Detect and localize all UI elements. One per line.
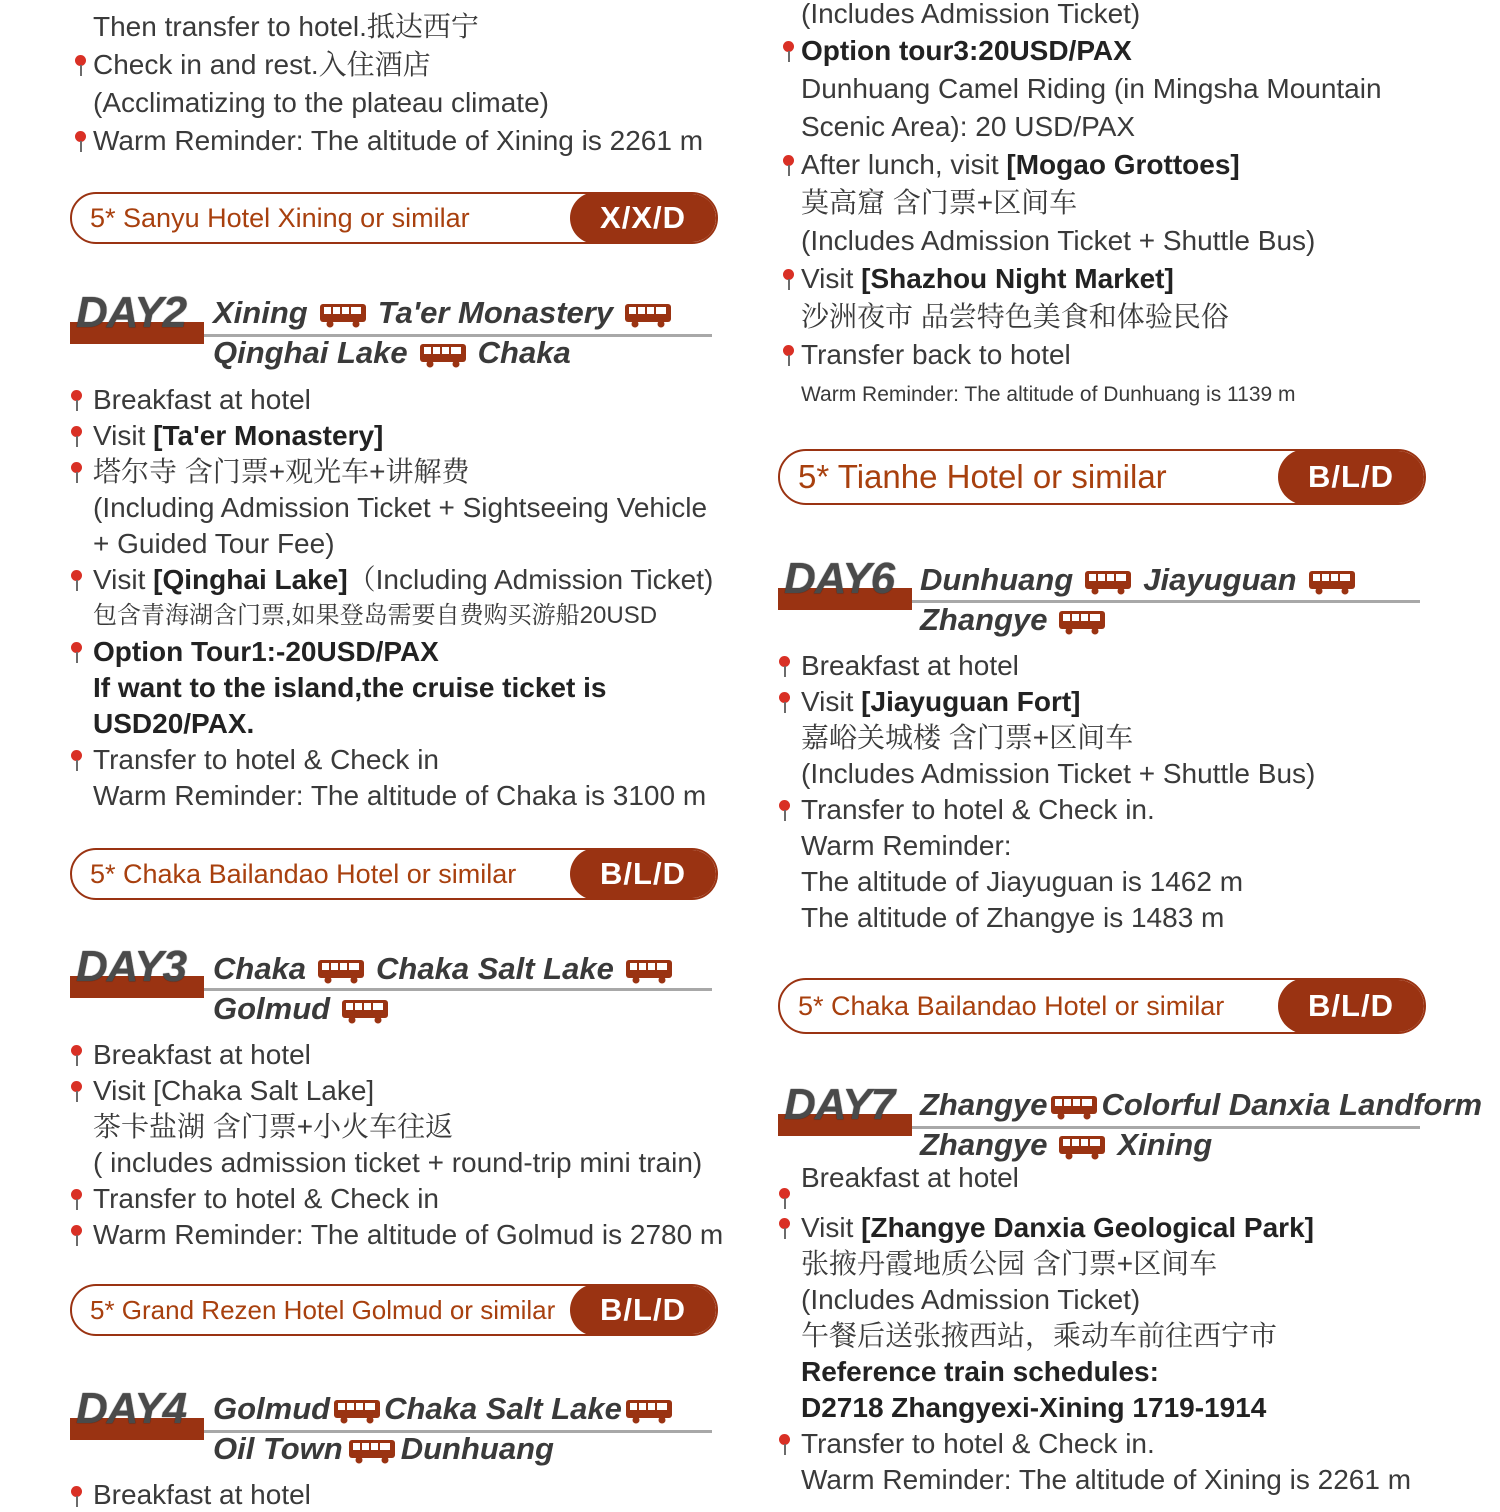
option-tour: Option tour3:20USD/PAX [801,35,1132,66]
location-pin-icon [70,750,84,772]
option-tour: Option Tour1:-20USD/PAX [93,636,439,667]
itinerary-line: Transfer to hotel & Check in [93,1183,440,1214]
itinerary-line: (Includes Admission Ticket) [801,1284,1141,1315]
route-line [920,601,1117,639]
attraction-name: [Qinghai Lake] [153,564,348,595]
warm-reminder: The altitude of Jiayuguan is 1462 m [801,866,1244,897]
bus-icon [318,302,368,328]
itinerary-line: 沙洲夜市 品尝特色美食和体验民俗 [801,301,1229,332]
bus-icon [1057,1134,1107,1160]
route-line [213,1390,676,1428]
itinerary-line: ( includes admission ticket + round-trip mini train) [93,1147,703,1178]
bus-icon [624,958,674,984]
visit-text: Visit [93,420,154,451]
bus-icon [623,302,673,328]
route-stop: Ta'er Monastery [377,295,614,330]
location-pin-icon [778,800,792,822]
itinerary-line [801,262,1174,296]
route-line [920,561,1367,599]
warm-reminder: Warm Reminder: The altitude of Xining is 2261 m [801,1464,1412,1495]
day-label: DAY7 [784,1080,895,1129]
location-pin-icon [70,570,84,592]
itinerary-line [93,419,383,453]
itinerary-line [801,1211,1314,1245]
attraction-name: [Jiayuguan Fort] [861,686,1081,717]
route-line [213,334,571,372]
route-stop: Golmud [213,991,331,1026]
day-label: DAY4 [76,1384,187,1433]
bus-icon [1307,569,1357,595]
location-pin-icon [70,390,84,412]
visit-text: Visit [93,564,154,595]
itinerary-line [801,148,1240,182]
hotel-name: 5* Grand Rezen Hotel Golmud or similar [90,1295,556,1325]
bus-icon [340,998,390,1024]
day-label: DAY6 [784,554,895,603]
option-tour-note: If want to the island,the cruise ticket is [93,672,607,703]
itinerary-line: Breakfast at hotel [801,650,1019,681]
bus-icon [418,342,468,368]
route-stop: Qinghai Lake [213,335,408,370]
itinerary-line: 张掖丹霞地质公园 含门票+区间车 [801,1248,1218,1279]
location-pin-icon [782,269,796,291]
intro-line: Check in and rest.入住酒店 [93,49,431,80]
location-pin-icon [70,1486,84,1508]
location-pin-icon [778,1434,792,1456]
route-stop: Dunhuang [400,1431,554,1466]
ticket-note: （Including Admission Ticket) [347,564,714,595]
warm-reminder: Warm Reminder: The altitude of Chaka is 3100 m [93,780,707,811]
location-pin-icon [74,55,88,77]
itinerary-line: 午餐后送张掖西站，乘动车前往西宁市 [801,1320,1278,1351]
route-line [920,1126,1212,1164]
bus-icon [347,1438,397,1464]
warm-reminder: The altitude of Zhangye is 1483 m [801,902,1225,933]
itinerary-line: (Includes Admission Ticket + Shuttle Bus) [801,758,1316,789]
meal-plan: B/L/D [570,1284,716,1336]
location-pin-icon [782,41,796,63]
route-stop: Xining [1117,1127,1213,1162]
hotel-name: 5* Tianhe Hotel or similar [798,458,1167,495]
route-stop: Oil Town [213,1431,343,1466]
location-pin-icon [778,656,792,678]
attraction-name: [Mogao Grottoes] [1006,149,1240,180]
itinerary-line: Transfer to hotel & Check in [93,744,440,775]
route-stop: Chaka [477,335,571,370]
visit-text: Visit [801,263,862,294]
itinerary-line: Breakfast at hotel [801,1162,1019,1193]
route-stop: Golmud [213,1391,331,1426]
route-stop: Xining [213,295,308,330]
route-stop: Colorful Danxia Landform [1101,1087,1483,1122]
hotel-badge [70,1284,718,1336]
bus-icon [1057,609,1107,635]
meal-plan: B/L/D [1278,978,1424,1034]
intro-line: (Acclimatizing to the plateau climate) [93,87,549,118]
itinerary-line: Breakfast at hotel [93,384,311,415]
itinerary-line: 茶卡盐湖 含门票+小火车往返 [93,1111,454,1142]
location-pin-icon [70,1045,84,1067]
itinerary-line: 莫高窟 含门票+区间车 [801,187,1078,218]
itinerary-line: Transfer back to hotel [801,339,1071,370]
route-line [213,1430,554,1468]
visit-text: After lunch, visit [801,149,1007,180]
warm-reminder: Warm Reminder: The altitude of Golmud is 2780 m [93,1219,724,1250]
itinerary-line: Transfer to hotel & Check in. [801,794,1155,825]
location-pin-icon [70,426,84,448]
location-pin-icon [70,642,84,664]
route-stop: Zhangye [920,602,1048,637]
train-schedule-heading: Reference train schedules: [801,1356,1159,1387]
location-pin-icon [778,1218,792,1240]
location-pin-icon [782,155,796,177]
itinerary-line [93,563,713,597]
attraction-name: [Ta'er Monastery] [153,420,384,451]
itinerary-line: Breakfast at hotel [93,1039,311,1070]
itinerary-line: 嘉峪关城楼 含门票+区间车 [801,722,1134,753]
location-pin-icon [778,692,792,714]
attraction-name: [Zhangye Danxia Geological Park] [861,1212,1314,1243]
route-stop: Dunhuang [920,562,1074,597]
itinerary-line: (Includes Admission Ticket) [801,0,1141,29]
itinerary-line: Transfer to hotel & Check in. [801,1428,1155,1459]
itinerary-line: + Guided Tour Fee) [93,528,335,559]
itinerary-line [801,685,1081,719]
hotel-badge [778,978,1426,1034]
meal-plan: B/L/D [1278,449,1424,505]
itinerary-line: Breakfast at hotel [93,1479,311,1510]
route-stop: Chaka Salt Lake [376,951,614,986]
visit-text: Visit [801,686,862,717]
bus-icon [332,1398,382,1424]
train-schedule: D2718 Zhangyexi-Xining 1719-1914 [801,1392,1267,1423]
warm-reminder: Warm Reminder: [801,830,1012,861]
day-label: DAY3 [76,942,187,991]
route-line [213,990,400,1028]
visit-text: Visit [801,1212,862,1243]
bus-icon [1049,1094,1099,1120]
warm-reminder: Warm Reminder: The altitude of Xining is 2261 m [93,125,704,156]
route-stop: Zhangye [920,1087,1048,1122]
day-label: DAY2 [76,288,187,337]
location-pin-icon [70,462,84,484]
location-pin-icon [782,345,796,367]
itinerary-line: (Including Admission Ticket + Sightseeing Vehicle [93,492,708,523]
route-line [213,294,683,332]
route-stop: Jiayuguan [1143,562,1297,597]
bus-icon [316,958,366,984]
meal-plan: B/L/D [570,848,716,900]
itinerary-line: Dunhuang Camel Riding (in Mingsha Mountain [801,73,1382,104]
route-line [920,1086,1482,1124]
location-pin-icon [778,1188,792,1210]
meal-plan: X/X/D [570,192,716,244]
location-pin-icon [70,1081,84,1103]
hotel-name: 5* Chaka Bailandao Hotel or similar [798,991,1225,1021]
hotel-name: 5* Chaka Bailandao Hotel or similar [90,859,517,889]
warm-reminder: Warm Reminder: The altitude of Dunhuang is 1139 m [801,383,1296,406]
hotel-badge [70,848,718,900]
route-stop: Chaka Salt Lake [384,1391,622,1426]
bus-icon [624,1398,674,1424]
hotel-badge [70,192,718,244]
hotel-badge [778,449,1426,505]
bus-icon [1083,569,1133,595]
location-pin-icon [70,1189,84,1211]
itinerary-line: 塔尔寺 含门票+观光车+讲解费 [93,456,470,487]
option-tour-note: USD20/PAX. [93,708,255,739]
itinerary-line: Scenic Area): 20 USD/PAX [801,111,1136,142]
route-line [213,950,684,988]
itinerary-line: (Includes Admission Ticket + Shuttle Bus) [801,225,1316,256]
location-pin-icon [74,131,88,153]
hotel-name: 5* Sanyu Hotel Xining or similar [90,203,470,233]
intro-line: Then transfer to hotel.抵达西宁 [93,11,479,42]
route-stop: Zhangye [920,1127,1048,1162]
attraction-name: [Shazhou Night Market] [861,263,1174,294]
route-stop: Chaka [213,951,307,986]
location-pin-icon [70,1225,84,1247]
itinerary-line: 包含青海湖含门票,如果登岛需要自费购买游船20USD [93,602,658,629]
itinerary-line: Visit [Chaka Salt Lake] [93,1075,375,1106]
